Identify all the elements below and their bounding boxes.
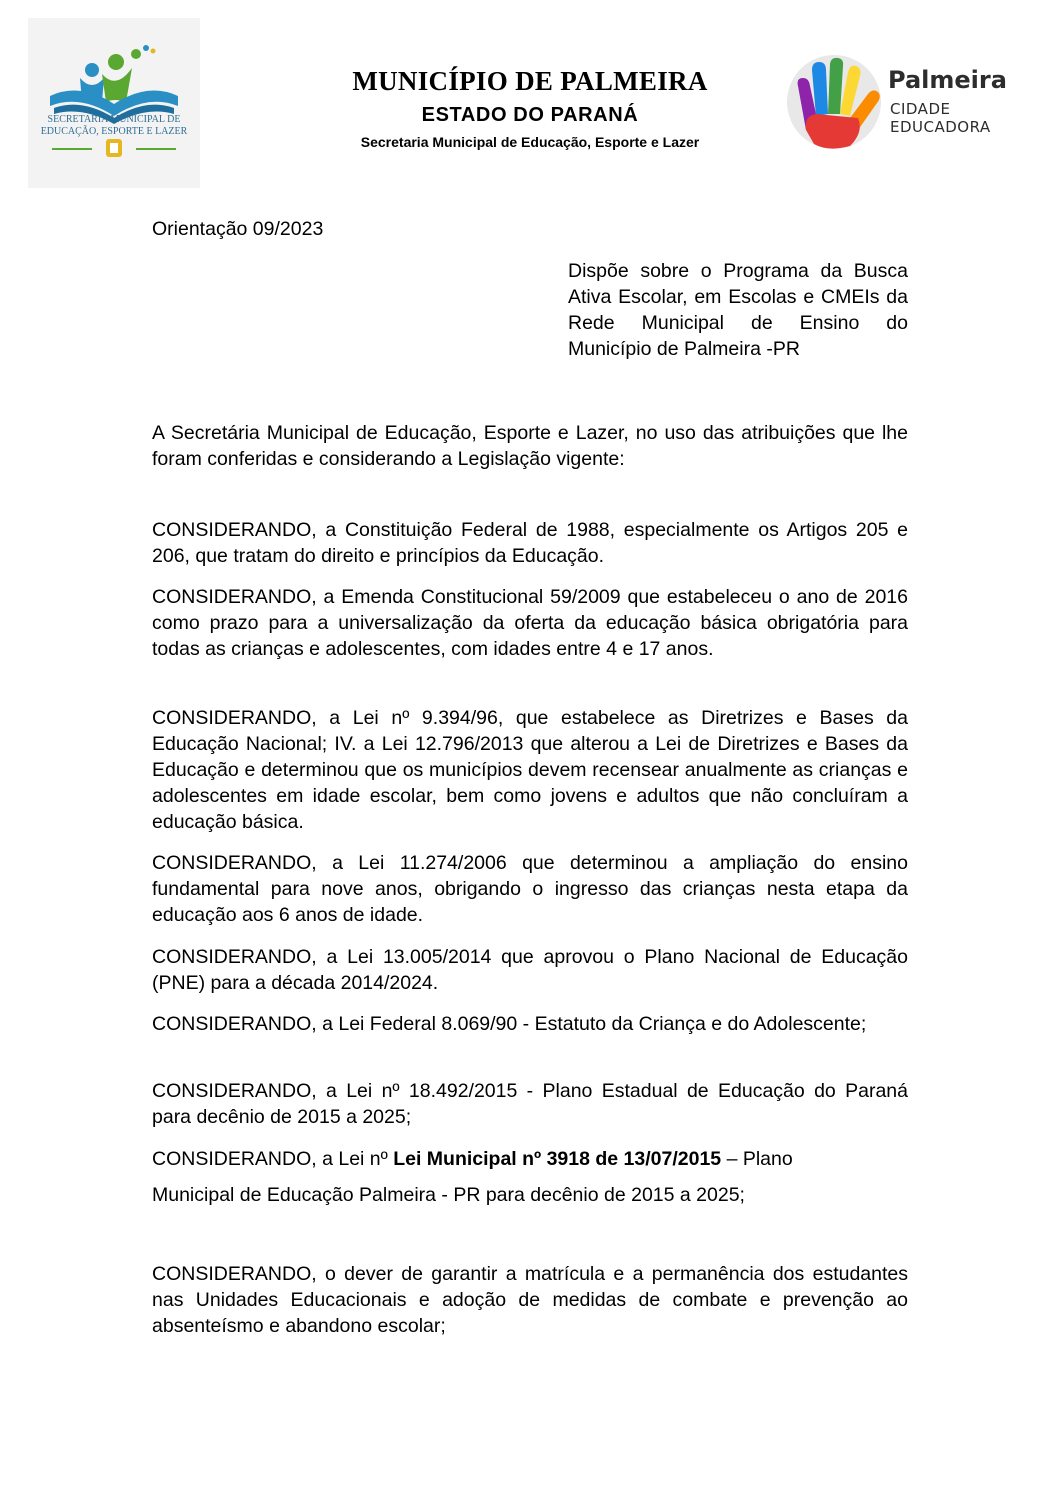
state-title: ESTADO DO PARANÁ xyxy=(421,104,639,126)
consideration-8-prefix: CONSIDERANDO, a Lei nº xyxy=(152,1148,394,1170)
consideration-8 xyxy=(152,1146,908,1172)
document-reference: Orientação 09/2023 xyxy=(152,218,324,240)
logo-brand: Palmeira xyxy=(888,66,1007,94)
consideration-4: CONSIDERANDO, a Lei 11.274/2006 que determinou a ampliação do ensino fundamental para nove anos, obrigando o ingresso das crianças nesta etapa da educação aos 6 anos de idade. xyxy=(152,852,908,926)
logo-subtitle-line1: CIDADE xyxy=(890,100,951,118)
consideration-2: CONSIDERANDO, a Emenda Constitucional 59/2009 que estabeleceu o ano de 2016 como prazo para a universalização da oferta da educação básica obrigatória para todas as crianças e adolescentes, com idades entre 4 e 17 anos. xyxy=(152,586,908,660)
consideration-6: CONSIDERANDO, a Lei Federal 8.069/90 - Estatuto da Criança e do Adolescente; xyxy=(152,1013,867,1035)
consideration-5: CONSIDERANDO, a Lei 13.005/2014 que aprovou o Plano Nacional de Educação (PNE) para a década 2014/2024. xyxy=(152,946,908,994)
logo-caption-line1: SECRETARIA MUNICIPAL DE xyxy=(47,114,181,125)
colorful-hand-icon xyxy=(784,52,884,152)
open-book-logo-icon xyxy=(28,18,200,188)
consideration-3: CONSIDERANDO, a Lei nº 9.394/96, que estabelece as Diretrizes e Bases da Educação Nacional; IV. a Lei 12.796/2013 que alterou a Lei de Diretrizes e Bases da Educação e determinou que os municípios devem recensear anualmente as crianças e adolescentes em idade escolar, bem como jovens e adultos que não concluíram a educação básica. xyxy=(152,707,908,833)
consideration-8-suffix: – Plano xyxy=(721,1148,793,1170)
consideration-7: CONSIDERANDO, a Lei nº 18.492/2015 - Plano Estadual de Educação do Paraná para decênio de 2015 a 2025; xyxy=(152,1080,908,1128)
document-ementa: Dispõe sobre o Programa da Busca Ativa Escolar, em Escolas e CMEIs da Rede Municipal de Ensino do Município de Palmeira -PR xyxy=(568,260,908,360)
secretariat-title: Secretaria Municipal de Educação, Esporte e Lazer xyxy=(360,134,700,150)
consideration-1: CONSIDERANDO, a Constituição Federal de 1988, especialmente os Artigos 205 e 206, que tratam do direito e princípios da Educação. xyxy=(152,519,908,567)
secretariat-logo xyxy=(28,18,200,188)
logo-subtitle-line2: EDUCADORA xyxy=(890,118,991,136)
municipality-title: MUNICÍPIO DE PALMEIRA xyxy=(352,66,708,96)
consideration-8-line2: Municipal de Educação Palmeira - PR para decênio de 2015 a 2025; xyxy=(152,1184,745,1206)
municipal-law-reference: Lei Municipal nº 3918 de 13/07/2015 xyxy=(393,1148,722,1170)
cidade-educadora-logo xyxy=(784,52,1024,152)
logo-caption-line2: EDUCAÇÃO, ESPORTE E LAZER xyxy=(40,126,188,137)
consideration-9: CONSIDERANDO, o dever de garantir a matrícula e a permanência dos estudantes nas Unidades Educacionais e adoção de medidas de combate e prevenção ao absenteísmo e abandono escolar; xyxy=(152,1263,908,1337)
preamble: A Secretária Municipal de Educação, Esporte e Lazer, no uso das atribuições que lhe foram conferidas e considerando a Legislação vigente: xyxy=(152,422,908,470)
